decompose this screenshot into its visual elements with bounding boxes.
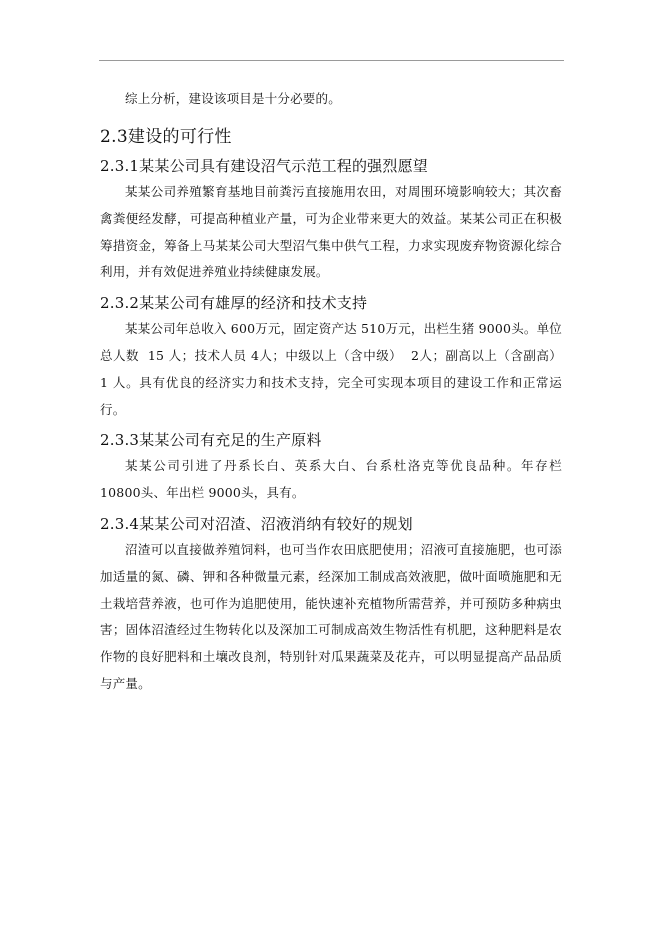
subsection-paragraph-2-3-2: 某某公司年总收入 600万元，固定资产达 510万元，出栏生猪 9000头。单位总人数 15 人；技术人员 4人；中级以上（含中级） 2人；副高以上（含副高） 1 人。具有优良的经济实力和技术支持，完全可实现本项目的建设工作和正常运行。	[100, 321, 567, 417]
document-body	[100, 86, 567, 698]
subsection-paragraph-2-3-4: 沼渣可以直接做养殖饲料，也可当作农田底肥使用；沼液可直接施肥，也可添加适量的氮、磷、钾和各种微量元素，经深加工制成高效液肥，做叶面喷施肥和无土栽培营养液，也可作为追肥使用，能快速补充植物所需营养，并可预防多种病虫害；固体沼渣经过生物转化以及深加工可制成高效生物活性有机肥，这种肥料是农作物的良好肥料和土壤改良剂，特别针对瓜果蔬菜及花卉，可以明显提高产品品质与产量。	[100, 541, 562, 691]
section-heading-2-3: 2.3建设的可行性	[100, 127, 232, 147]
subsection-heading-2-3-2: 2.3.2某某公司有雄厚的经济和技术支持	[100, 294, 368, 313]
subsection-paragraph-2-3-1: 某某公司养殖繁育基地目前粪污直接施用农田，对周围环境影响较大；其次畜禽粪便经发酵，可提高种植业产量，可为企业带来更大的效益。某某公司正在积极筹措资金，筹备上马某某公司大型沼气集中供气工程，力求实现废弃物资源化综合利用，并有效促进养殖业持续健康发展。	[100, 184, 562, 280]
intro-paragraph: 综上分析，建设该项目是十分必要的。	[125, 91, 341, 106]
subsection-heading-2-3-1: 2.3.1某某公司具有建设沼气示范工程的强烈愿望	[100, 157, 428, 175]
header-rule	[99, 60, 564, 61]
subsection-heading-2-3-4: 2.3.4某某公司对沼渣、沼液消纳有较好的规划	[100, 514, 413, 533]
subsection-heading-2-3-3: 2.3.3某某公司有充足的生产原料	[100, 431, 322, 450]
subsection-paragraph-2-3-3: 某某公司引进了丹系长白、英系大白、台系杜洛克等优良品种。年存栏 10800头、年出栏 9000头，具有。	[100, 458, 567, 501]
